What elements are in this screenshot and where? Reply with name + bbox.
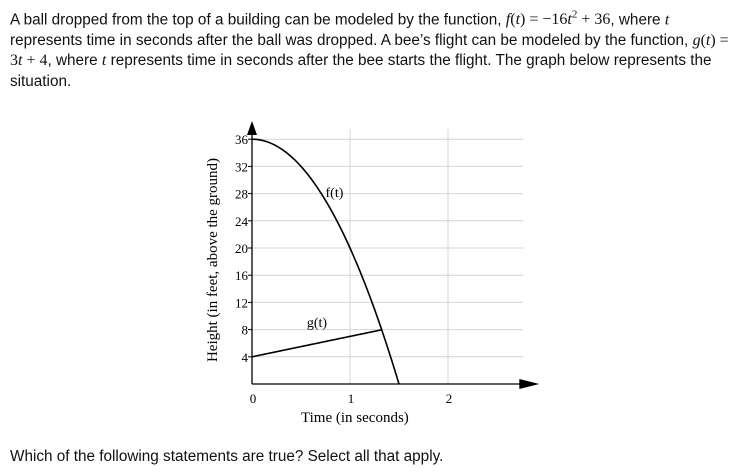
series-line-g — [252, 330, 382, 357]
problem-text: A ball dropped from the top of a building can be modeled by the function, $f(t) = -16t^2 + 36$, where t represents time in seconds after the ball was dropped. A bee’s flight can be modeled by the function, g(t) = 3t + 4, where t represents time in seconds after the bee starts the flight. The graph below represents the situation. — [10, 9, 729, 90]
y-tick-label: 16 — [235, 268, 248, 284]
y-tick-label: 24 — [235, 213, 248, 229]
series-line-f — [252, 139, 399, 384]
series-label-g: g(t) — [306, 315, 328, 331]
problem-text-part: , where — [610, 11, 665, 29]
x-tick-label: 1 — [347, 391, 355, 406]
y-tick-label: 8 — [241, 322, 248, 338]
y-tick-label: 28 — [235, 186, 248, 202]
x-axis-label: Time (in seconds) — [301, 410, 409, 426]
y-tick-label: 4 — [241, 349, 248, 365]
series-label-f: f(t) — [325, 186, 344, 201]
graph — [195, 105, 555, 435]
y-tick-label: 20 — [235, 241, 248, 256]
problem-text-part: represents time in seconds after the ball was dropped. A bee’s flight can be modeled by the function, — [10, 31, 693, 49]
question-text: Which of the following statements are true? Select all that apply. — [10, 448, 444, 465]
problem-text-part: , where — [47, 52, 102, 70]
x-tick-label: 2 — [445, 391, 453, 406]
g-definition: g(t) = 3t + 4 — [10, 31, 729, 70]
y-tick-label: 12 — [235, 295, 248, 311]
y-tick-label: 32 — [235, 159, 248, 175]
f-definition: $f(t) = -16t^2 + 36$ — [505, 9, 611, 29]
x-axis-arrow — [519, 379, 539, 389]
y-tick-label: 36 — [235, 132, 248, 148]
problem-text-part: A ball dropped from the top of a building can be modeled by the function, — [10, 11, 506, 29]
y-axis-label: Height (in feet, above the ground) — [205, 157, 221, 363]
y-axis-arrow — [247, 121, 257, 135]
problem-text-part: represents time in seconds after the bee starts the flight. The graph below represents the situation. — [10, 52, 712, 90]
x-tick-label: 0 — [249, 391, 257, 406]
